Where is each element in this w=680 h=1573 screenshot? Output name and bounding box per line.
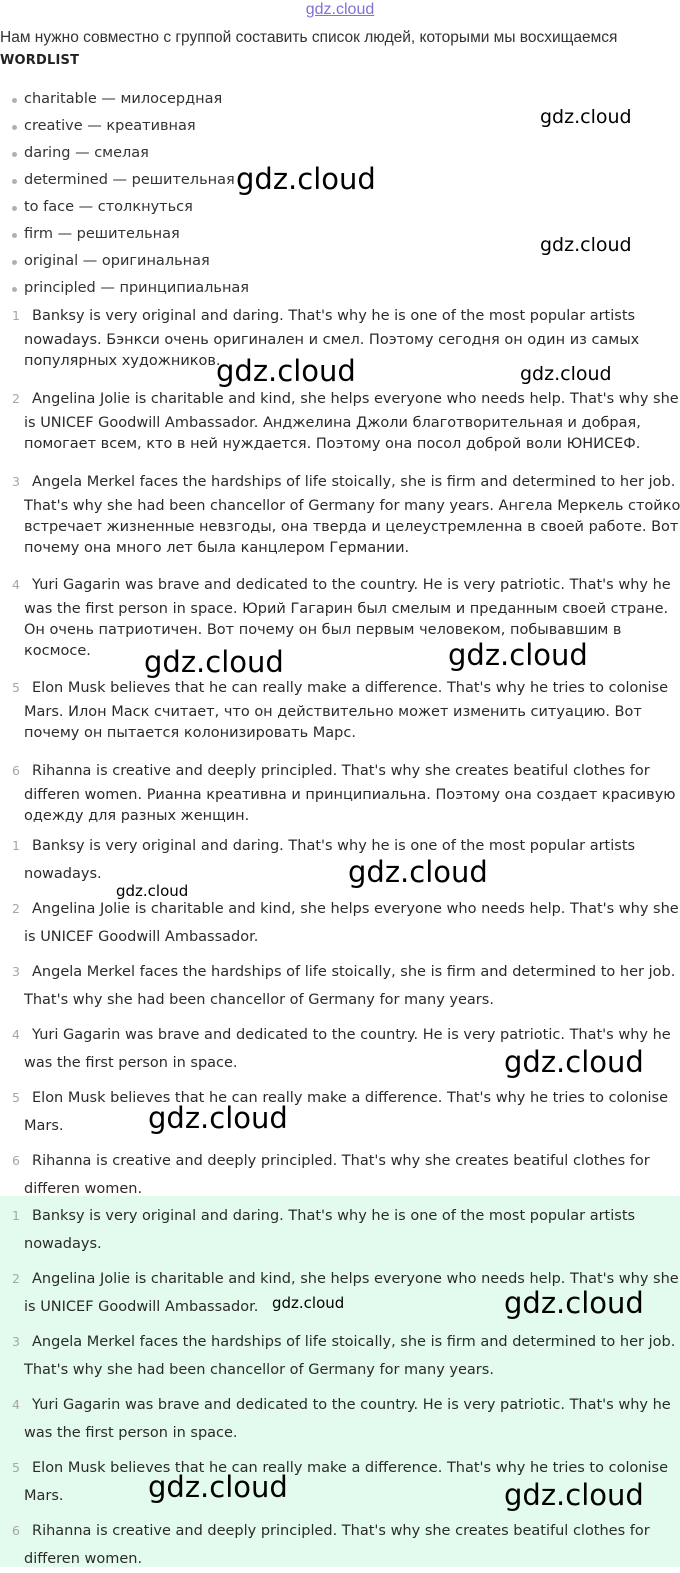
watermark: gdz.cloud — [540, 106, 632, 128]
wordlist — [0, 88, 249, 304]
watermark: gdz.cloud — [144, 645, 284, 679]
translated-item: 6 Rihanna is creative and deeply principled. That's why she creates beatiful clothes for differen women. Рианна креативна и принципиальна. Поэтому она создает красивую одежду для разных женщин. — [12, 763, 676, 824]
wordlist-item: principled — принципиальная — [0, 277, 249, 304]
bullet-icon — [12, 206, 17, 211]
bullet-icon — [12, 233, 17, 238]
site-link[interactable]: gdz.cloud — [305, 1, 375, 18]
wordlist-item: daring — смелая — [0, 142, 249, 169]
answer-item: 5 Elon Musk believes that he can really make a difference. That's why he tries to colonise Mars. — [12, 1460, 669, 1504]
bullet-icon — [12, 98, 17, 103]
watermark: gdz.cloud — [148, 1470, 288, 1504]
watermark: gdz.cloud — [116, 882, 189, 900]
watermark: gdz.cloud — [504, 1286, 644, 1320]
wordlist-heading: WORDLIST — [0, 53, 80, 68]
wordlist-item: firm — решительная — [0, 223, 249, 250]
watermark: gdz.cloud — [448, 638, 588, 672]
watermark: gdz.cloud — [540, 234, 632, 256]
translated-item: 3 Angela Merkel faces the hardships of life stoically, she is firm and determined to her job. That's why she had been chancellor of Germany for many years. Ангела Меркель стойко встречает жизненные невзгоды, она тверда и целеустремленна в своей работе. Вот почему она много лет была канцлером Германии. — [12, 474, 680, 556]
bullet-icon — [12, 152, 17, 157]
english-item: 1 Banksy is very original and daring. That's why he is one of the most popular artists nowadays. — [12, 838, 636, 882]
bullet-icon — [12, 125, 17, 130]
answer-item: 3 Angela Merkel faces the hardships of life stoically, she is firm and determined to her job. That's why she had been chancellor of Germany for many years. — [12, 1334, 676, 1378]
wordlist-item: creative — креативная — [0, 115, 249, 142]
wordlist-item: to face — столкнуться — [0, 196, 249, 223]
wordlist-item: determined — решительная — [0, 169, 249, 196]
watermark: gdz.cloud — [348, 855, 488, 889]
watermark: gdz.cloud — [272, 1294, 345, 1312]
answer-item: 6 Rihanna is creative and deeply principled. That's why she creates beatiful clothes for differen women. — [12, 1523, 650, 1567]
english-item: 5 Elon Musk believes that he can really make a difference. That's why he tries to colonise Mars. — [12, 1090, 669, 1134]
translated-item: 1 Banksy is very original and daring. That's why he is one of the most popular artists nowadays. Бэнкси очень оригинален и смел. Поэтому сегодня он один из самых популярных художников. — [12, 308, 640, 369]
watermark: gdz.cloud — [148, 1101, 288, 1135]
bullet-icon — [12, 260, 17, 265]
english-item: 6 Rihanna is creative and deeply principled. That's why she creates beatiful clothes for differen women. — [12, 1153, 650, 1197]
english-item: 3 Angela Merkel faces the hardships of life stoically, she is firm and determined to her job. That's why she had been chancellor of Germany for many years. — [12, 964, 676, 1008]
watermark: gdz.cloud — [504, 1478, 644, 1512]
task-intro: Нам нужно совместно с группой составить список людей, которыми мы восхищаемся — [0, 29, 618, 46]
answer-item: 2 Angelina Jolie is charitable and kind, she helps everyone who needs help. That's why she is UNICEF Goodwill Ambassador. — [12, 1271, 679, 1315]
english-item: 2 Angelina Jolie is charitable and kind, she helps everyone who needs help. That's why she is UNICEF Goodwill Ambassador. — [12, 901, 679, 945]
translated-item: 5 Elon Musk believes that he can really make a difference. That's why he tries to colonise Mars. Илон Маск считает, что он действительно может изменить ситуацию. Вот почему он пытается колонизировать Марс. — [12, 680, 669, 741]
english-item: 4 Yuri Gagarin was brave and dedicated to the country. He is very patriotic. That's why he was the first person in space. — [12, 1027, 671, 1071]
translated-item: 2 Angelina Jolie is charitable and kind, she helps everyone who needs help. That's why she is UNICEF Goodwill Ambassador. Анджелина Джоли благотворительная и добрая, помогает всем, кто в ней нуждается. Поэтому она посол доброй воли ЮНИСЕФ. — [12, 391, 679, 452]
watermark: gdz.cloud — [504, 1045, 644, 1079]
watermark: gdz.cloud — [236, 162, 376, 196]
bullet-icon — [12, 179, 17, 184]
watermark: gdz.cloud — [520, 363, 612, 385]
answer-item: 1 Banksy is very original and daring. That's why he is one of the most popular artists nowadays. — [12, 1208, 636, 1252]
wordlist-item: original — оригинальная — [0, 250, 249, 277]
answer-item: 4 Yuri Gagarin was brave and dedicated to the country. He is very patriotic. That's why he was the first person in space. — [12, 1397, 671, 1441]
bullet-icon — [12, 287, 17, 292]
translated-item: 4 Yuri Gagarin was brave and dedicated to the country. He is very patriotic. That's why he was the first person in space. Юрий Гагарин был смелым и преданным своей стране. Он очень патриотичен. Вот почему он был первым человеком, побывавшим в космосе. — [12, 577, 671, 659]
wordlist-item: charitable — милосердная — [0, 88, 249, 115]
watermark: gdz.cloud — [216, 354, 356, 388]
